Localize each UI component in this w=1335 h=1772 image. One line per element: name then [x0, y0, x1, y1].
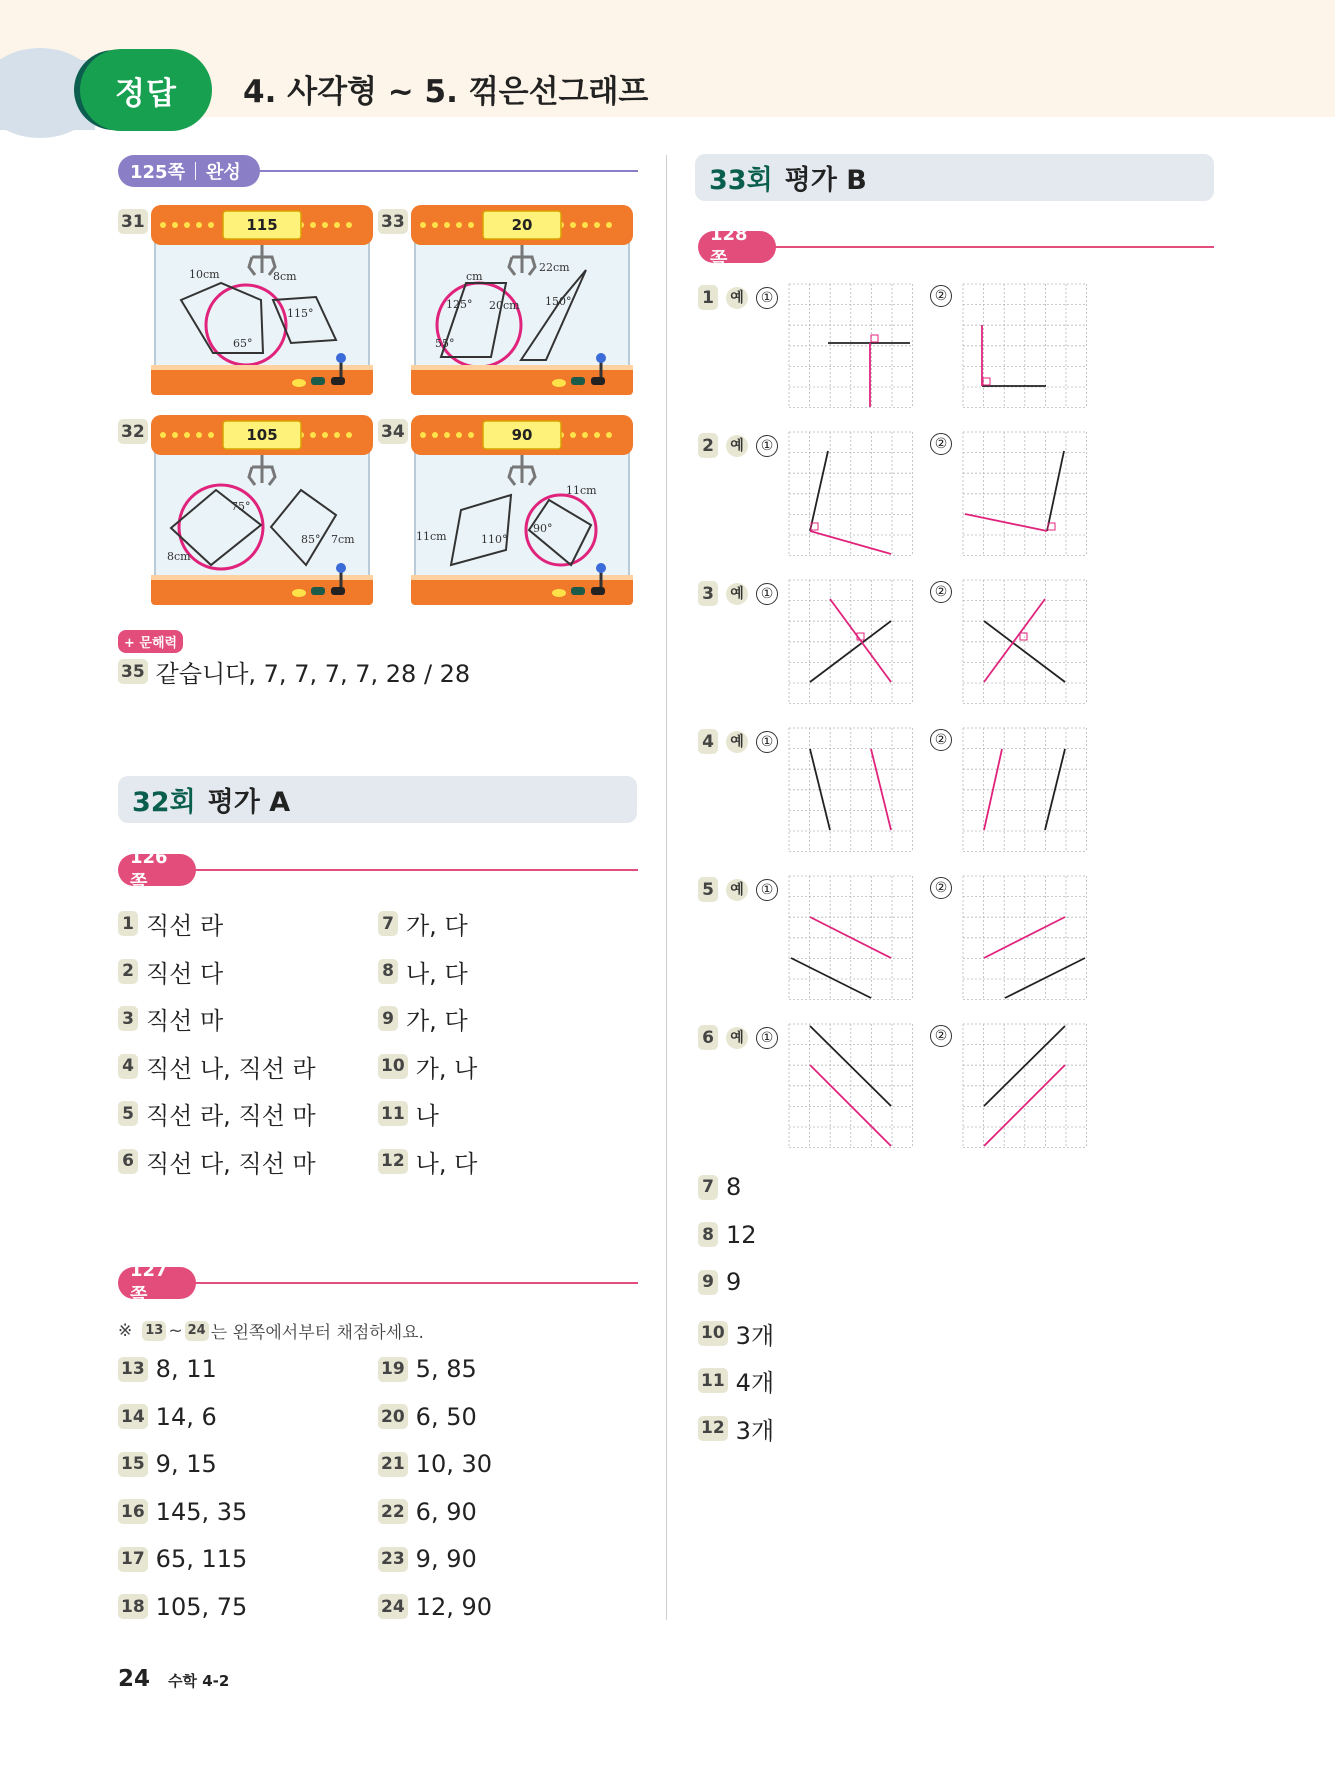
example-mark: 예 — [726, 731, 748, 753]
grid-row-label — [698, 1025, 778, 1050]
light-dot — [208, 432, 214, 438]
book-title: 수학 4-2 — [168, 1672, 230, 1690]
answer-text: 직선 나, 직선 라 — [146, 1054, 316, 1083]
coin-slot — [292, 379, 306, 387]
answer-text: 직선 라 — [146, 912, 224, 940]
question-number: 12 — [698, 1416, 728, 1441]
pill-separator — [195, 162, 196, 180]
button-green — [571, 377, 585, 385]
answer-row — [698, 1316, 774, 1351]
answer-text: 4개 — [735, 1369, 775, 1397]
answer-text: 가, 다 — [406, 912, 468, 940]
claw-machine — [411, 205, 633, 395]
answer-row — [378, 954, 468, 989]
answer-text: 같습니다, 7, 7, 7, 7, 28 / 28 — [155, 660, 471, 688]
grid-drawing — [962, 579, 1088, 705]
question-number: 2 — [698, 433, 718, 458]
light-dot — [420, 222, 426, 228]
button-black — [591, 377, 605, 385]
question-number: 31 — [118, 209, 148, 234]
joystick-icon — [596, 353, 606, 363]
grid-drawing — [788, 579, 914, 705]
light-dot — [468, 222, 474, 228]
shape-label: 11cm — [566, 484, 597, 497]
page-pill-127: 127쪽 — [118, 1267, 196, 1299]
pill-line — [194, 869, 638, 871]
shape-label: 8cm — [167, 550, 191, 563]
shape-label: 20cm — [489, 299, 520, 312]
light-dot — [196, 432, 202, 438]
answer-text: 직선 마 — [146, 1007, 224, 1035]
answer-text: 145, 35 — [155, 1497, 248, 1526]
answer-row — [378, 906, 468, 941]
light-dot — [322, 432, 328, 438]
light-dot — [582, 222, 588, 228]
footer — [118, 1666, 229, 1692]
answer-row — [698, 1221, 757, 1249]
answer-text: 10, 30 — [415, 1450, 493, 1478]
page-pill-128: 128쪽 — [698, 231, 776, 263]
page-pill-125 — [118, 155, 260, 187]
button-black — [591, 587, 605, 595]
question-number: 1 — [698, 285, 718, 310]
shape-label: 75° — [231, 500, 251, 513]
question-number: 13 — [118, 1357, 148, 1382]
column-divider — [666, 155, 667, 1620]
light-dot — [468, 432, 474, 438]
grid-drawing — [788, 875, 914, 1001]
light-dot — [334, 222, 340, 228]
answer-text: 8, 11 — [155, 1355, 217, 1383]
coin-slot — [552, 589, 566, 597]
question-number: 19 — [378, 1357, 408, 1382]
question-number: 4 — [698, 729, 718, 754]
question-number: 33 — [378, 209, 408, 234]
answer-text: 6, 90 — [415, 1497, 477, 1526]
munhae-badge: + 문해력 — [118, 630, 183, 653]
option-one-label: ① — [756, 879, 778, 901]
light-dot — [196, 222, 202, 228]
question-number: 35 — [118, 659, 148, 684]
munhae-row — [118, 630, 183, 653]
answer-text: 직선 다, 직선 마 — [146, 1149, 316, 1178]
answer-row — [378, 1144, 477, 1179]
option-two-label: ② — [930, 877, 952, 899]
grid-row-label-two — [930, 877, 952, 899]
option-two-label: ② — [930, 285, 952, 307]
answer-text: 가, 다 — [406, 1007, 468, 1035]
question-number: 16 — [118, 1499, 148, 1524]
pill-line — [194, 1282, 638, 1284]
right-angle-mark — [983, 378, 990, 385]
question-number: 9 — [698, 1270, 718, 1295]
option-two-label: ② — [930, 1025, 952, 1047]
example-mark: 예 — [726, 287, 748, 309]
question-number: 10 — [698, 1321, 728, 1346]
joystick-icon — [336, 353, 346, 363]
section-number: 33회 — [709, 165, 773, 196]
grid-row-label — [698, 877, 778, 902]
given-line — [791, 958, 871, 998]
question-number: 1 — [118, 911, 138, 936]
claw-machine — [151, 205, 373, 395]
grid-row-label — [698, 433, 778, 458]
option-two-label: ② — [930, 433, 952, 455]
light-dot — [172, 432, 178, 438]
coin-slot — [292, 589, 306, 597]
answer-row — [378, 1403, 477, 1431]
coin-slot — [552, 379, 566, 387]
answer-text: 나, 다 — [415, 1149, 478, 1178]
display-value: 115 — [246, 216, 278, 234]
shape-label: 150° — [545, 295, 572, 308]
grid-drawing — [962, 1023, 1088, 1149]
answer-row — [118, 1593, 247, 1621]
question-number: 2 — [118, 959, 138, 984]
light-dot — [184, 222, 190, 228]
answer-text: 나, 다 — [406, 959, 468, 988]
answer-row — [378, 1498, 477, 1526]
grid-row-label — [698, 581, 778, 606]
grading-note — [118, 1318, 424, 1343]
page-label: 125쪽 — [130, 162, 185, 183]
light-dot — [570, 432, 576, 438]
light-dot — [582, 432, 588, 438]
question-number: 7 — [698, 1175, 718, 1200]
example-mark: 예 — [726, 1027, 748, 1049]
light-dot — [184, 432, 190, 438]
grid-row-label — [698, 729, 778, 754]
section-32-bar — [118, 776, 637, 823]
right-angle-mark — [1020, 633, 1027, 640]
grid-drawing — [962, 431, 1088, 557]
light-dot — [594, 432, 600, 438]
option-two-label: ② — [930, 581, 952, 603]
light-dot — [456, 432, 462, 438]
display-value: 90 — [511, 426, 533, 444]
question-number: 6 — [698, 1025, 718, 1050]
question-number: 8 — [378, 959, 398, 984]
joystick-icon — [596, 563, 606, 573]
question-number: 8 — [698, 1222, 718, 1247]
section-title: 평가 A — [207, 787, 291, 818]
section-number: 32회 — [132, 787, 196, 818]
pill-line — [258, 170, 638, 172]
answer-row — [118, 1096, 316, 1131]
given-line — [1047, 451, 1064, 531]
grid-row-label-two — [930, 729, 952, 751]
question-number: 4 — [118, 1054, 138, 1079]
grid-row-label-two — [930, 285, 952, 307]
answer-35 — [118, 654, 470, 689]
shape-label: 125° — [446, 298, 473, 311]
question-number: 3 — [118, 1006, 138, 1031]
example-mark: 예 — [726, 879, 748, 901]
chapter-title: 4. 사각형 ~ 5. 꺾은선그래프 — [243, 74, 649, 110]
light-dot — [606, 432, 612, 438]
light-dot — [594, 222, 600, 228]
answer-row — [378, 1001, 468, 1036]
light-dot — [570, 222, 576, 228]
button-green — [311, 377, 325, 385]
answer-text: 3개 — [735, 1416, 775, 1445]
answer-text: 14, 6 — [155, 1402, 217, 1431]
answer-row — [378, 1593, 492, 1621]
question-number: 15 — [118, 1452, 148, 1477]
answer-row — [118, 1545, 247, 1573]
button-black — [331, 377, 345, 385]
given-line — [810, 451, 828, 531]
answer-text: 9, 15 — [155, 1450, 217, 1478]
light-dot — [160, 222, 166, 228]
question-number: 21 — [378, 1452, 408, 1477]
shape-label: 55° — [435, 337, 455, 350]
answer-text: 12 — [726, 1220, 757, 1249]
drawn-answer-line — [965, 514, 1047, 531]
answer-row — [118, 906, 223, 941]
light-dot — [160, 432, 166, 438]
light-dot — [346, 432, 352, 438]
display-value: 105 — [246, 426, 278, 444]
answer-row — [118, 1403, 217, 1431]
answer-row — [118, 1450, 217, 1478]
answer-text: 나 — [415, 1102, 439, 1130]
light-dot — [444, 222, 450, 228]
light-dot — [606, 222, 612, 228]
grid-row-label-two — [930, 1025, 952, 1047]
question-number: 34 — [378, 419, 408, 444]
question-number: 3 — [698, 581, 718, 606]
light-dot — [432, 432, 438, 438]
joystick-icon — [336, 563, 346, 573]
example-mark: 예 — [726, 435, 748, 457]
question-number: 11 — [698, 1368, 728, 1393]
light-dot — [310, 432, 316, 438]
answer-row — [118, 1355, 217, 1383]
answer-text: 가, 나 — [415, 1054, 478, 1083]
shape-label: 65° — [233, 337, 253, 350]
answer-row — [378, 1545, 477, 1573]
question-number: 12 — [378, 1149, 408, 1174]
answer-row — [378, 1049, 477, 1084]
answer-text: 8 — [726, 1173, 742, 1201]
grid-drawing — [962, 875, 1088, 1001]
light-dot — [346, 222, 352, 228]
note-text: 는 왼쪽에서부터 채점하세요. — [210, 1323, 424, 1343]
light-dot — [432, 222, 438, 228]
question-number: 10 — [378, 1054, 408, 1079]
shape-label: 11cm — [416, 530, 447, 543]
note-tilde: ~ — [168, 1320, 183, 1341]
answer-text: 105, 75 — [155, 1592, 248, 1621]
shape-label: 110° — [481, 533, 508, 546]
grid-drawing — [788, 727, 914, 853]
question-number: 20 — [378, 1404, 408, 1429]
question-number: 6 — [118, 1149, 138, 1174]
section-33-bar — [695, 154, 1214, 201]
answer-text: 5, 85 — [415, 1355, 477, 1383]
shape-label: 115° — [287, 307, 314, 320]
shape-label: cm — [466, 270, 483, 283]
answer-row — [118, 1144, 316, 1179]
grid-row-label-two — [930, 433, 952, 455]
note-to: 24 — [185, 1321, 209, 1341]
grid-drawing — [788, 431, 914, 557]
answer-row — [118, 1498, 247, 1526]
answer-row — [118, 1001, 223, 1036]
claw-machine — [411, 415, 633, 605]
question-number: 5 — [698, 877, 718, 902]
option-one-label: ① — [756, 731, 778, 753]
pill-section-label: 완성 — [205, 162, 241, 183]
answer-text: 직선 라, 직선 마 — [146, 1102, 316, 1130]
answer-text: 12, 90 — [415, 1592, 493, 1621]
page-number: 24 — [118, 1666, 151, 1692]
light-dot — [444, 432, 450, 438]
answer-text: 9, 90 — [415, 1545, 477, 1573]
claw-machine — [151, 415, 373, 605]
light-dot — [310, 222, 316, 228]
answer-text: 6, 50 — [415, 1402, 477, 1431]
answer-row — [378, 1355, 477, 1383]
option-one-label: ① — [756, 435, 778, 457]
question-number: 7 — [378, 911, 398, 936]
answer-row — [378, 1450, 492, 1478]
shape-label: 7cm — [331, 533, 355, 546]
button-green — [571, 587, 585, 595]
answer-text: 3개 — [735, 1321, 775, 1350]
display-value: 20 — [511, 216, 533, 234]
button-black — [331, 587, 345, 595]
question-number: 24 — [378, 1594, 408, 1619]
answer-row — [698, 1173, 741, 1201]
light-dot — [420, 432, 426, 438]
light-dot — [456, 222, 462, 228]
question-number: 5 — [118, 1101, 138, 1126]
light-dot — [334, 432, 340, 438]
section-title: 평가 B — [784, 165, 867, 196]
question-number: 11 — [378, 1101, 408, 1126]
light-dot — [208, 222, 214, 228]
shape-label: 22cm — [539, 261, 570, 274]
right-angle-mark — [871, 335, 878, 342]
light-dot — [322, 222, 328, 228]
shape-label: 10cm — [189, 268, 220, 281]
answer-row — [118, 954, 223, 989]
answer-row — [118, 1049, 316, 1084]
answer-row — [698, 1411, 774, 1446]
example-mark: 예 — [726, 583, 748, 605]
shape-label: 85° — [301, 533, 321, 546]
grid-drawing — [962, 283, 1088, 409]
answer-text: 9 — [726, 1268, 742, 1296]
question-number: 32 — [118, 419, 148, 444]
option-one-label: ① — [756, 1027, 778, 1049]
drawn-answer-line — [984, 599, 1045, 682]
grid-row-label-two — [930, 581, 952, 603]
question-number: 9 — [378, 1006, 398, 1031]
answer-text: 65, 115 — [155, 1545, 248, 1573]
grid-row-label — [698, 285, 778, 310]
shape-label: 90° — [533, 522, 553, 535]
answer-text: 직선 다 — [146, 959, 224, 988]
drawn-answer-line — [810, 531, 891, 554]
answer-tab: 정답 — [80, 49, 212, 131]
grid-drawing — [788, 1023, 914, 1149]
question-number: 18 — [118, 1594, 148, 1619]
grid-drawing — [962, 727, 1088, 853]
answer-row — [698, 1268, 741, 1296]
grid-drawing — [788, 283, 914, 409]
page-pill-126: 126쪽 — [118, 854, 196, 886]
question-number: 23 — [378, 1547, 408, 1572]
answer-row — [698, 1363, 774, 1398]
question-number: 14 — [118, 1404, 148, 1429]
question-number: 17 — [118, 1547, 148, 1572]
pill-line — [774, 246, 1214, 248]
answer-row — [378, 1096, 439, 1131]
option-one-label: ① — [756, 583, 778, 605]
note-prefix: ※ — [118, 1320, 133, 1341]
shape-label: 8cm — [273, 270, 297, 283]
note-from: 13 — [142, 1321, 166, 1341]
option-two-label: ② — [930, 729, 952, 751]
question-number: 22 — [378, 1499, 408, 1524]
light-dot — [172, 222, 178, 228]
option-one-label: ① — [756, 287, 778, 309]
button-green — [311, 587, 325, 595]
